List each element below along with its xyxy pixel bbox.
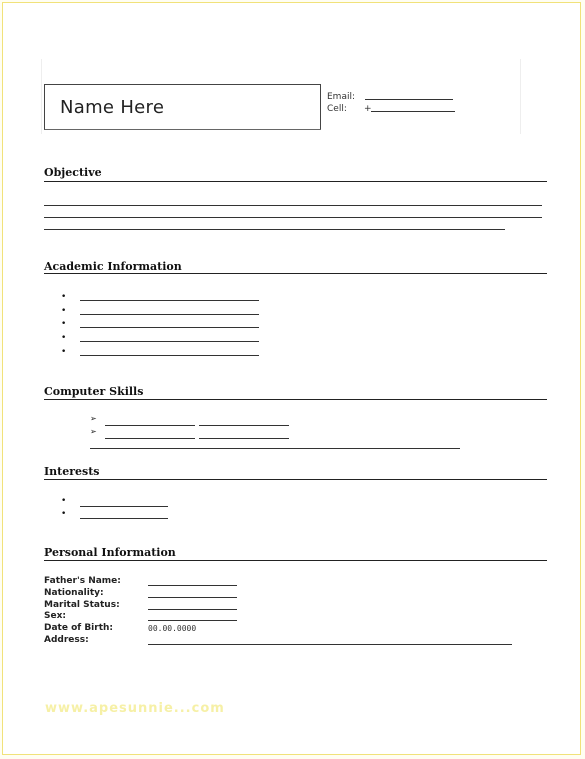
computer-rule [44,399,547,400]
cell-field[interactable] [371,111,455,112]
interests-bullet-2: • [61,509,67,519]
address-label: Address: [44,635,89,645]
interests-line-2[interactable] [80,518,168,519]
interests-heading: Interests [44,465,100,478]
interests-rule [44,479,547,480]
academic-line-3[interactable] [80,327,259,328]
email-label: Email: [327,92,356,102]
header-divider [320,85,321,129]
personal-rule [44,560,547,561]
academic-bullet-1: • [61,292,67,302]
objective-line-3[interactable] [44,229,505,230]
interests-line-1[interactable] [80,506,168,507]
cell-label: Cell: [327,104,347,114]
marital-status-field[interactable] [148,609,237,610]
computer-arrow-2: ➢ [90,427,97,436]
nationality-label: Nationality: [44,588,104,598]
objective-line-1[interactable] [44,205,542,206]
academic-line-1[interactable] [80,300,259,301]
objective-rule [44,181,547,182]
candidate-name[interactable]: Name Here [60,97,165,118]
email-field[interactable] [365,99,453,100]
sex-field[interactable] [148,620,237,621]
computer-arrow-1: ➢ [90,414,97,423]
academic-line-2[interactable] [80,314,259,315]
interests-bullet-1: • [61,496,67,506]
resume-page [2,2,581,755]
fathers-name-field[interactable] [148,585,237,586]
academic-bullet-4: • [61,333,67,343]
computer-line-2b[interactable] [199,438,289,439]
computer-line-1b[interactable] [199,425,289,426]
academic-heading: Academic Information [44,260,182,273]
marital-status-label: Marital Status: [44,600,120,610]
watermark: www.apesunnie...com [45,701,225,716]
name-box [44,84,321,130]
academic-line-5[interactable] [80,355,259,356]
computer-line-3[interactable] [90,448,460,449]
date-of-birth-label: Date of Birth: [44,623,114,633]
academic-bullet-3: • [61,319,67,329]
contact-block [327,91,372,115]
computer-heading: Computer Skills [44,385,144,398]
academic-rule [44,273,547,274]
objective-heading: Objective [44,166,102,179]
academic-bullet-5: • [61,347,67,357]
address-field[interactable] [148,644,512,645]
cell-row [327,103,372,115]
fathers-name-label: Father's Name: [44,576,121,586]
date-of-birth-value[interactable]: 00.00.0000 [148,624,197,633]
academic-line-4[interactable] [80,341,259,342]
computer-line-2a[interactable] [105,438,195,439]
personal-heading: Personal Information [44,546,176,559]
computer-line-1a[interactable] [105,425,195,426]
objective-line-2[interactable] [44,217,542,218]
email-row [327,91,355,103]
nationality-field[interactable] [148,597,237,598]
academic-bullet-2: • [61,306,67,316]
cell-plus-mark: + [364,104,372,114]
sex-label: Sex: [44,611,66,621]
